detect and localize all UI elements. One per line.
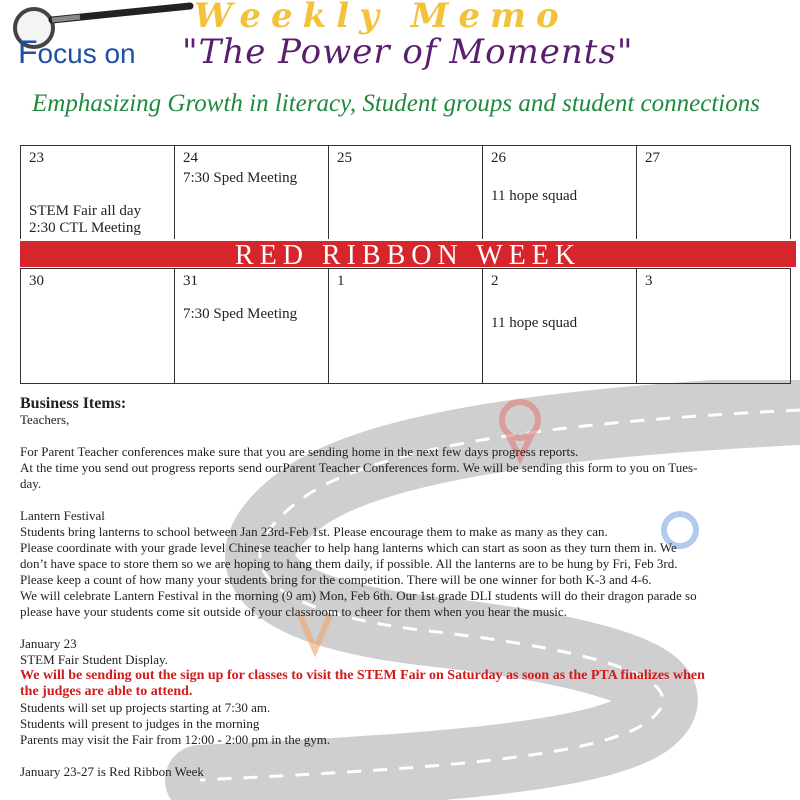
paragraph-line: At the time you send out progress reports send ourParent Teacher Conferences form. We will be sending this form to you on Tues- xyxy=(20,460,698,475)
business-items-heading: Business Items: xyxy=(20,395,127,412)
paragraph-line: don’t have space to store them so we are hoping to hang them daily, if possible. All the lanterns are to be hung by Fri, Feb 3rd. xyxy=(20,556,678,571)
alert-line: the judges are able to attend. xyxy=(20,684,193,699)
day-number: 26 xyxy=(491,150,506,166)
calendar-day-cell xyxy=(636,268,791,384)
calendar-day-cell xyxy=(20,145,175,241)
paragraph-line: For Parent Teacher conferences make sure that you are sending home in the next few days progress reports. xyxy=(20,444,579,459)
calendar-day-cell xyxy=(174,145,329,241)
salutation: Teachers, xyxy=(20,412,70,427)
calendar-event: 7:30 Sped Meeting xyxy=(183,306,298,322)
calendar-week-2 xyxy=(20,268,796,384)
paragraph-line: Students will present to judges in the morning xyxy=(20,716,260,731)
paragraph-line: We will celebrate Lantern Festival in the morning (9 am) Mon, Feb 6th. Our 1st grade DLI students will do their dragon parade so xyxy=(20,588,697,603)
paragraph-line: day. xyxy=(20,476,42,491)
day-number: 25 xyxy=(337,150,352,166)
calendar-day-cell xyxy=(636,145,791,241)
calendar-day-cell xyxy=(174,268,329,384)
red-ribbon-week-banner: RED RIBBON WEEK xyxy=(20,239,796,269)
paragraph-line: Students will set up projects starting at 7:30 am. xyxy=(20,700,271,715)
paragraph-line: January 23-27 is Red Ribbon Week xyxy=(20,764,204,779)
calendar-event: 7:30 Sped Meeting xyxy=(183,170,298,186)
day-number: 2 xyxy=(491,273,499,289)
section-title: STEM Fair Student Display. xyxy=(20,652,168,667)
memo-header xyxy=(0,0,800,140)
paragraph-line: Please coordinate with your grade level Chinese teacher to help hang lanterns which can start as soon as they turn them in. We xyxy=(20,540,677,555)
day-number: 1 xyxy=(337,273,345,289)
subtitle: Emphasizing Growth in literacy, Student groups and student connections xyxy=(32,90,760,117)
theme-title: "The Power of Moments" xyxy=(182,32,634,72)
alert-line: We will be sending out the sign up for classes to visit the STEM Fair on Saturday as soon as the PTA finalizes when xyxy=(20,668,705,683)
focus-on-label xyxy=(18,34,136,71)
calendar-day-cell xyxy=(482,145,637,241)
paragraph-line: please have your students come sit outside of your classroom to cheer for them when you hear the music. xyxy=(20,604,567,619)
paragraph-line: Parents may visit the Fair from 12:00 - 2:00 pm in the gym. xyxy=(20,732,331,747)
calendar-day-cell xyxy=(328,268,483,384)
section-date: January 23 xyxy=(20,636,77,651)
paragraph-line: Students bring lanterns to school between Jan 23rd-Feb 1st. Please encourage them to make as many as they can. xyxy=(20,524,608,539)
calendar-event: 11 hope squad xyxy=(491,188,578,204)
focus-rest: ocus on xyxy=(37,38,136,69)
calendar-event: 11 hope squad xyxy=(491,315,578,331)
section-title: Lantern Festival xyxy=(20,508,105,523)
weekly-memo-title: Weekly Memo xyxy=(194,0,569,36)
day-number: 24 xyxy=(183,150,198,166)
day-number: 31 xyxy=(183,273,198,289)
calendar-event: 2:30 CTL Meeting xyxy=(29,220,141,236)
calendar-day-cell xyxy=(482,268,637,384)
day-number: 23 xyxy=(29,150,44,166)
memo-body xyxy=(20,395,780,780)
focus-initial: F xyxy=(18,34,38,70)
day-number: 3 xyxy=(645,273,653,289)
calendar-day-cell xyxy=(328,145,483,241)
calendar-week-1 xyxy=(20,145,796,241)
paragraph-line: Please keep a count of how many your students bring for the competition. There will be one winner for both K-3 and 4-6. xyxy=(20,572,652,587)
day-number: 27 xyxy=(645,150,660,166)
calendar-event: STEM Fair all day xyxy=(29,203,142,219)
week-calendar xyxy=(20,145,796,385)
day-number: 30 xyxy=(29,273,44,289)
calendar-day-cell xyxy=(20,268,175,384)
